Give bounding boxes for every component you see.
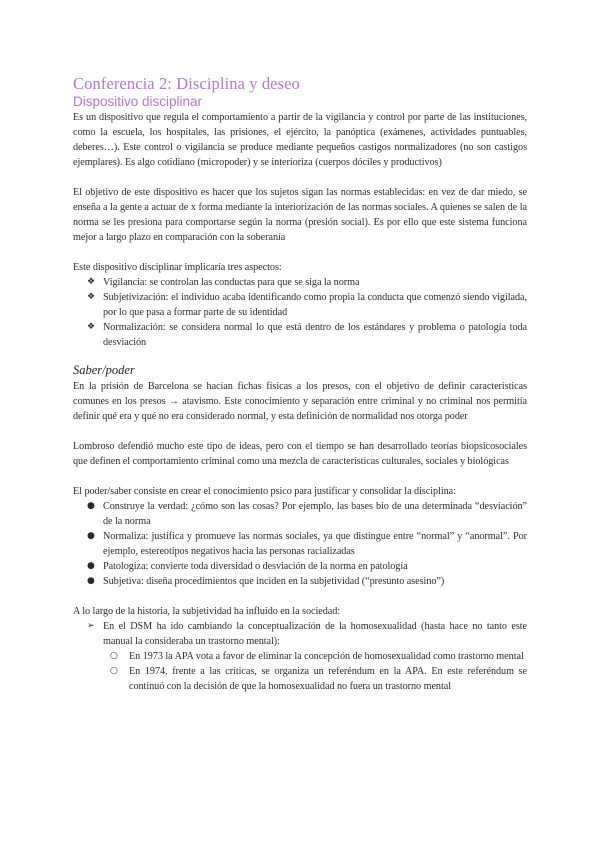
paragraph-poder-saber: El poder/saber consiste en crear el conocimiento psico para justificar y consolidar la disciplina: [73,486,456,497]
page-title: Conferencia 2: Disciplina y deseo [73,74,300,93]
section-heading-dispositivo: Dispositivo disciplinar [73,94,203,109]
circle-bullet-icon: ○ [110,651,118,661]
paragraph-prison: En la prisión de Barcelona se hacían fichas físicas a los presos, con el objetivo de definir características comunes en los presos → atavismo. Este conocimiento y separación entre criminal y no criminal nos permitía definir qué era y qué no era considerado normal, y esta definición de normalidad nos otorga poder [73,381,527,422]
paragraph-objective: El objetivo de este dispositivo es hacer que los sujetos sigan las normas establecidas: en vez de dar miedo, se enseña a la gente a actuar de x forma mediante la interiorización de las normas sociales. A quienes se salen de la norma se les presiona para comportarse según la norma (presión social). Es por ello que este sistema funciona mejor a largo plazo en comparación con la soberanía [73,187,527,243]
list-item: ○ En 1974, frente a las críticas, se organiza un referéndum en la APA. En este referéndum se continuó con la decisión de que la homosexualidad no fuera un trastorno mental [110,666,527,692]
paragraph-aspects-intro: Este dispositivo disciplinar implicaría tres aspectos: [73,262,282,273]
section-heading-saber-poder: Saber/poder [73,363,135,377]
list-item: ❖ Normalización: se considera normal lo que está dentro de los estándares y problema o patología toda desviación [87,322,527,348]
diamond-bullet-icon: ❖ [87,322,96,332]
diamond-bullet-icon: ❖ [87,292,96,302]
circle-bullet-icon: ○ [110,666,118,676]
paragraph-lombroso: Lombroso defendió mucho este tipo de ideas, pero con el tiempo se han desarrollado teorías biopsicosociales que definen el comportamiento criminal como una mezcla de características culturales, sociales y biológicas [73,441,527,467]
list-item: ● Construye la verdad: ¿cómo son las cosas? Por ejemplo, las bases bio de una determinada “desviación” de la norma [87,501,527,527]
list-item: ● Patologiza: convierte toda diversidad o desviación de la norma en patología [87,561,408,572]
list-item: ● Subjetiva: diseña procedimientos que inciden en la subjetividad (“presunto asesino”) [87,576,445,587]
dot-bullet-icon: ● [87,561,95,571]
list-item: ● Normaliza: justifica y promueve las normas sociales, ya que distingue entre “normal” y “anormal”. Por ejemplo, estereotipos negativos hacia las personas racializadas [87,531,527,557]
powers-list [73,499,527,589]
document-content [73,74,527,694]
aspects-list [73,275,527,350]
list-item: ➢ En el DSM ha ido cambiando la conceptualización de la homosexualidad (hasta hace no tanto este manual la consideraba un trastorno mental): [87,621,527,647]
list-item: ❖ Vigilancia: se controlan las conductas para que se siga la norma [87,277,360,288]
diamond-bullet-icon: ❖ [87,277,96,287]
paragraph-definition: Es un dispositivo que regula el comportamiento a partir de la vigilancia y control por parte de las instituciones, como la escuela, los hospitales, las prisiones, el ejército, la panóptica (exámenes, actividades puntuables, deberes…). Este control o vigilancia se produce mediante pequeños castigos normalizadores (no son castigos ejemplares). Es algo cotidiano (micropoder) y se interioriza (cuerpos dóciles y productivos) [73,112,527,168]
arrow-bullet-icon: ➢ [87,621,95,631]
dot-bullet-icon: ● [87,501,95,511]
history-list [73,619,527,649]
list-item: ❖ Subjetivización: el individuo acaba identificando como propia la conducta que comenzó siendo vigilada, por lo que pasa a formar parte de su identidad [87,292,527,318]
dot-bullet-icon: ● [87,531,95,541]
list-item: ○ En 1973 la APA vota a favor de eliminar la concepción de homosexualidad como trastorno mental [110,651,524,662]
paragraph-history-intro: A lo largo de la historia, la subjetividad ha influido en la sociedad: [73,606,341,617]
history-sublist [73,649,527,694]
dot-bullet-icon: ● [87,576,95,586]
